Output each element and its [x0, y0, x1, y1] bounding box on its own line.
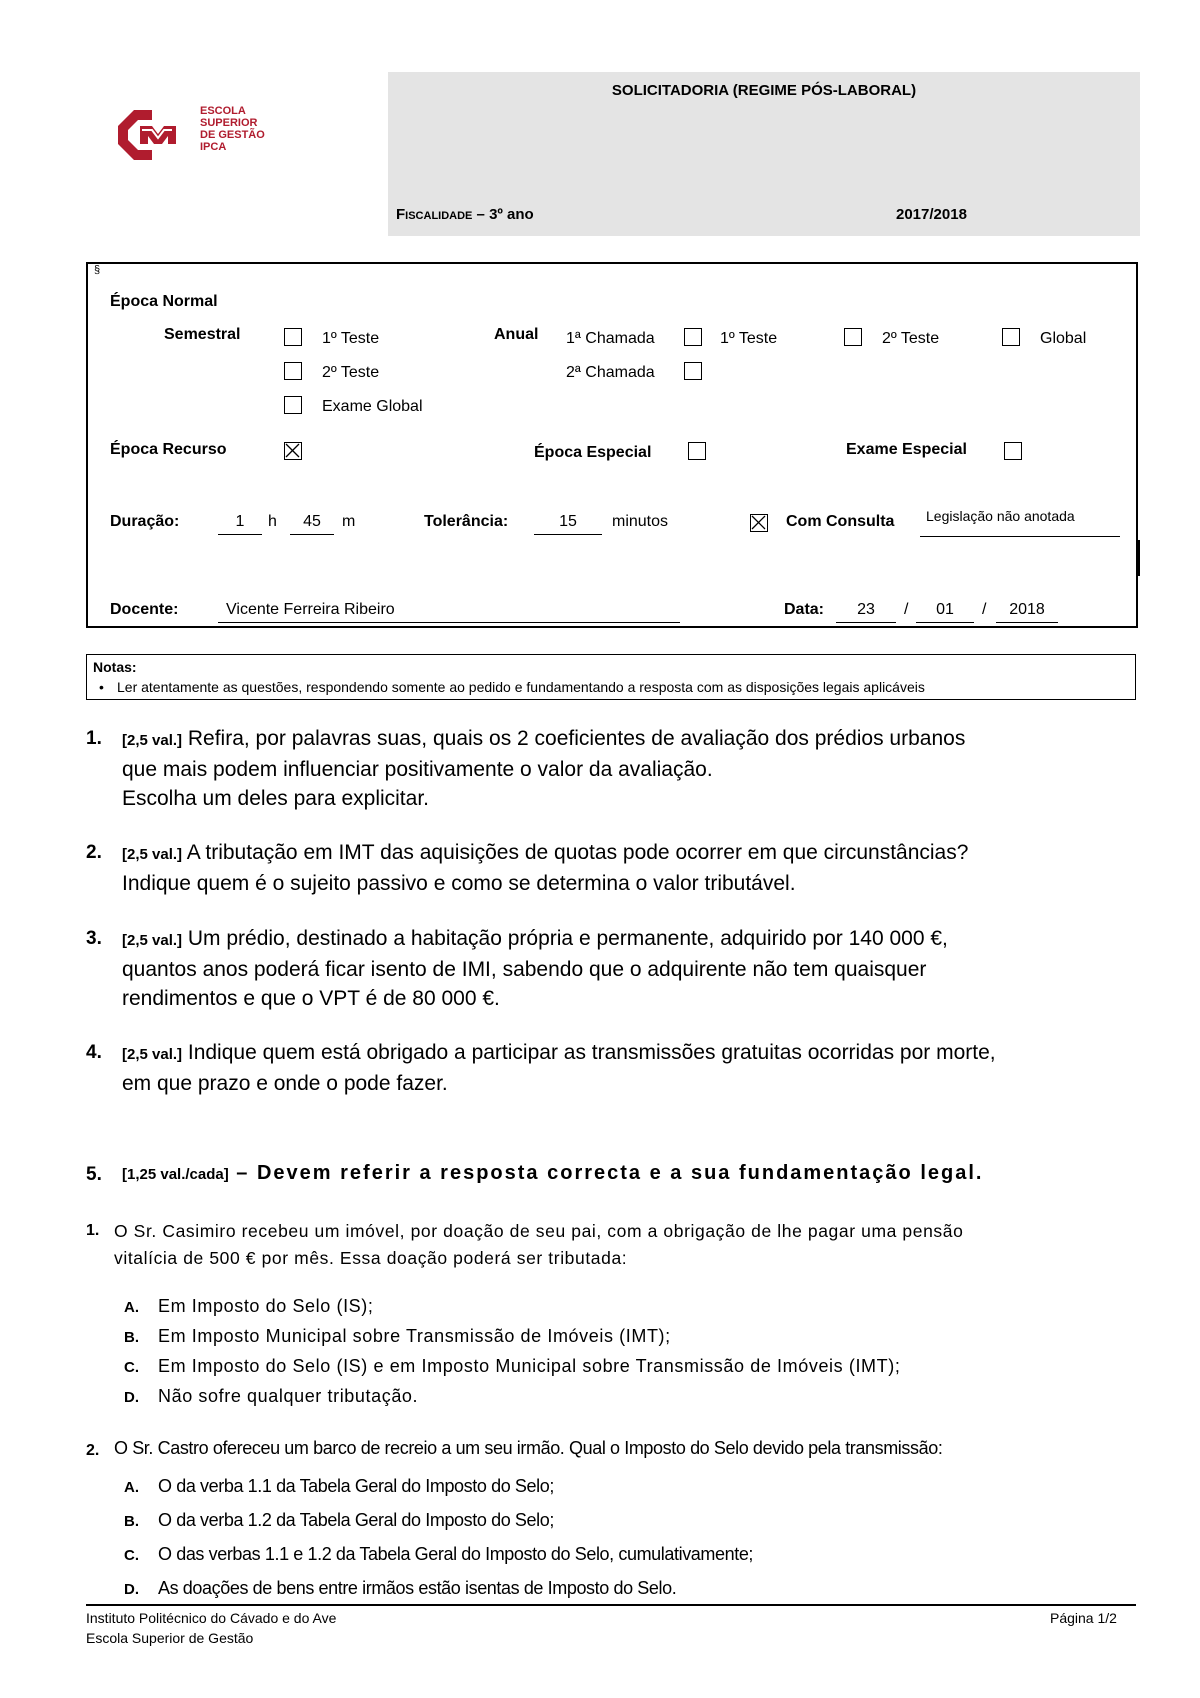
notes-item: Ler atentamente as questões, respondendo somente ao pedido e fundamentando a resposta com as disposições legais aplicáveis [117, 679, 925, 695]
footer-page: Página 1/2 [1050, 1610, 1117, 1626]
anual-teste-2-label: 2º Teste [882, 330, 940, 347]
edge-tick [1137, 540, 1140, 576]
option-row[interactable] [124, 1296, 900, 1326]
question-5 [122, 1162, 983, 1185]
logo-text-1: ESCOLA [200, 105, 246, 117]
question-2-line-1: A tributação em IMT das aquisições de quotas pode ocorrer em que circunstâncias? [182, 841, 969, 864]
question-1-value: [2,5 val.] [122, 732, 183, 749]
minutos-label: minutos [612, 513, 669, 530]
option-row[interactable] [124, 1510, 753, 1544]
docente-label: Docente: [110, 601, 179, 618]
sub-1-number: 1. [86, 1222, 100, 1239]
sem-global-label: Exame Global [322, 398, 423, 415]
question-2-line-2: Indique quem é o sujeito passivo e como se determina o valor tributável. [122, 872, 796, 895]
chamada-2-checkbox[interactable] [684, 362, 702, 380]
question-1-line-1: Refira, por palavras suas, quais os 2 coeficientes de avaliação dos prédios urbanos [182, 727, 966, 750]
school-logo [112, 104, 292, 164]
option-row[interactable] [124, 1386, 900, 1416]
subject-year: – 3º ano [472, 206, 534, 223]
anual-teste-1-label: 1º Teste [720, 330, 778, 347]
question-3-value: [2,5 val.] [122, 932, 183, 949]
notes-title: Notas: [93, 659, 137, 675]
option-text: Em Imposto Municipal sobre Transmissão de Imóveis (IMT); [158, 1326, 671, 1346]
epoca-recurso-checkbox[interactable] [284, 442, 302, 460]
logo-text-3: DE GESTÃO [200, 129, 265, 141]
sem-1-checkbox[interactable] [284, 328, 302, 346]
question-1-line-3: Escolha um deles para explicitar. [122, 787, 429, 810]
option-row[interactable] [124, 1326, 900, 1356]
question-5-value: [1,25 val./cada] [122, 1166, 229, 1183]
sem-1-label: 1º Teste [322, 330, 380, 347]
consulta-checkbox[interactable] [750, 514, 768, 532]
sub-2-number: 2. [86, 1442, 100, 1459]
logo-text-4: IPCA [200, 141, 227, 153]
exame-especial-checkbox[interactable] [1004, 442, 1022, 460]
anual-label: Anual [494, 326, 539, 343]
option-text: As doações de bens entre irmãos estão isentas de Imposto do Selo. [158, 1578, 677, 1598]
bullet-icon: • [99, 679, 104, 695]
option-letter: C. [124, 1547, 139, 1564]
option-letter: A. [124, 1479, 139, 1496]
date-month[interactable]: 01 [916, 601, 974, 623]
option-row[interactable] [124, 1544, 753, 1578]
option-text: O da verba 1.1 da Tabela Geral do Imposto do Selo; [158, 1476, 554, 1496]
hours-unit: h [268, 513, 277, 530]
data-label: Data: [784, 601, 825, 618]
check-x-icon [285, 443, 300, 458]
consulta-label: Com Consulta [786, 513, 895, 530]
tolerancia-label: Tolerância: [424, 513, 509, 530]
option-letter: D. [124, 1581, 139, 1598]
question-3-line-2: quantos anos poderá ficar isento de IMI, sabendo que o adquirente não tem quaisquer [122, 958, 927, 981]
question-4-line-2: em que prazo e onde o pode fazer. [122, 1072, 448, 1095]
question-3-line-3: rendimentos e que o VPT é de 80 000 €. [122, 987, 500, 1010]
option-text: Em Imposto do Selo (IS) e em Imposto Municipal sobre Transmissão de Imóveis (IMT); [158, 1356, 901, 1376]
chamada-2-label: 2ª Chamada [566, 364, 655, 381]
option-row[interactable] [124, 1578, 753, 1612]
duration-hours[interactable]: 1 [218, 513, 262, 535]
duration-minutes[interactable]: 45 [290, 513, 334, 535]
subject [396, 206, 534, 223]
question-2-value: [2,5 val.] [122, 846, 183, 863]
notes-box [86, 654, 1136, 700]
option-text: Em Imposto do Selo (IS); [158, 1296, 374, 1316]
question-1-number: 1. [86, 728, 102, 749]
option-letter: B. [124, 1513, 139, 1530]
consulta-value[interactable]: Legislação não anotada [920, 508, 1120, 537]
semestral-label: Semestral [164, 326, 241, 343]
question-1-line-2: que mais podem influenciar positivamente o valor da avaliação. [122, 758, 713, 781]
option-letter: B. [124, 1329, 139, 1346]
exame-especial-label: Exame Especial [846, 441, 967, 458]
footer-school: Escola Superior de Gestão [86, 1630, 254, 1646]
duracao-label: Duração: [110, 513, 180, 530]
question-2-number: 2. [86, 842, 102, 863]
academic-year: 2017/2018 [896, 206, 967, 223]
sub-1-line-1: O Sr. Casimiro recebeu um imóvel, por doação de seu pai, com a obrigação de lhe pagar uma pensão [114, 1221, 964, 1241]
option-text: O das verbas 1.1 e 1.2 da Tabela Geral do Imposto do Selo, cumulativamente; [158, 1544, 754, 1564]
global-checkbox[interactable] [1002, 328, 1020, 346]
anual-teste-2-checkbox[interactable] [844, 328, 862, 346]
corner-mark: § [94, 264, 101, 276]
check-x-icon [751, 515, 766, 530]
option-letter: A. [124, 1299, 139, 1316]
question-5-instruction: – Devem referir a resposta correcta e a sua fundamentação legal. [228, 1162, 984, 1184]
sub-1-line-2: vitalícia de 500 € por mês. Essa doação poderá ser tributada: [114, 1248, 628, 1268]
question-3-number: 3. [86, 928, 102, 949]
chamada-1-checkbox[interactable] [684, 328, 702, 346]
question-4-value: [2,5 val.] [122, 1046, 183, 1063]
epoca-recurso-label: Época Recurso [110, 441, 227, 458]
date-slash-1: / [904, 601, 909, 618]
course-title: SOLICITADORIA (REGIME PÓS-LABORAL) [611, 82, 917, 99]
sub-2-options [124, 1476, 753, 1612]
docente-value[interactable]: Vicente Ferreira Ribeiro [218, 601, 680, 623]
question-5-number: 5. [86, 1164, 102, 1185]
global-label: Global [1040, 330, 1087, 347]
course-header [388, 72, 1140, 236]
footer-institute: Instituto Politécnico do Cávado e do Ave [86, 1610, 337, 1626]
sem-global-checkbox[interactable] [284, 396, 302, 414]
sem-2-checkbox[interactable] [284, 362, 302, 380]
question-2 [122, 838, 1122, 898]
question-4-number: 4. [86, 1042, 102, 1063]
sub-1-stem [114, 1218, 1124, 1272]
logo-mark-icon [112, 104, 292, 164]
option-letter: C. [124, 1359, 139, 1376]
logo-text-2: SUPERIOR [200, 117, 258, 129]
minutes-unit: m [342, 513, 356, 530]
date-year[interactable]: 2018 [996, 601, 1058, 623]
epoca-especial-label: Época Especial [534, 444, 652, 461]
option-row[interactable] [124, 1356, 900, 1386]
epoca-especial-checkbox[interactable] [688, 442, 706, 460]
question-3-line-1: Um prédio, destinado a habitação própria e permanente, adquirido por 140 000 €, [182, 927, 948, 950]
sub-2-line-1: O Sr. Castro ofereceu um barco de recreio a um seu irmão. Qual o Imposto do Selo devido pela transmissão: [114, 1438, 943, 1458]
option-letter: D. [124, 1389, 139, 1406]
footer-rule [86, 1604, 1136, 1606]
date-day[interactable]: 23 [836, 601, 896, 623]
subject-name: Fiscalidade [396, 206, 473, 223]
chamada-1-label: 1ª Chamada [566, 330, 655, 347]
sem-2-label: 2º Teste [322, 364, 380, 381]
sub-1-options [124, 1296, 900, 1416]
question-4-line-1: Indique quem está obrigado a participar as transmissões gratuitas ocorridas por morte, [182, 1041, 996, 1064]
question-4 [122, 1038, 1122, 1098]
question-3 [122, 924, 1122, 1013]
tolerancia-value[interactable]: 15 [534, 513, 602, 535]
option-row[interactable] [124, 1476, 753, 1510]
option-text: O da verba 1.2 da Tabela Geral do Imposto do Selo; [158, 1510, 554, 1530]
epoca-normal-label: Época Normal [110, 293, 218, 310]
question-1 [122, 724, 1122, 813]
option-text: Não sofre qualquer tributação. [158, 1386, 419, 1406]
date-slash-2: / [982, 601, 987, 618]
